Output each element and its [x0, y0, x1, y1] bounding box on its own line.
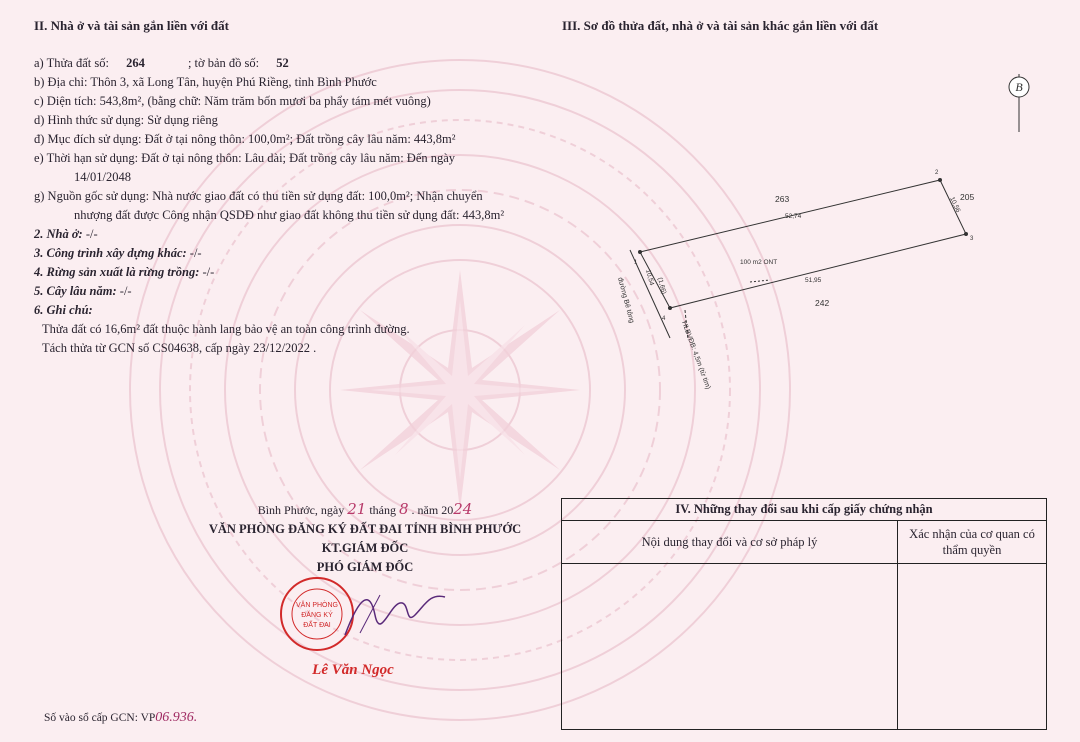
note-line-1: Thửa đất có 16,6m² đất thuộc hành lang bảo vệ an toàn công trình đường. [42, 322, 410, 336]
note-heading [34, 301, 534, 320]
neighbor-205: 205 [960, 192, 975, 202]
zone-label: 100 m2 ONT [740, 259, 778, 266]
svg-text:ĐẤT ĐAI: ĐẤT ĐAI [303, 622, 331, 629]
sign-year: 24 [453, 500, 473, 518]
construction-value: -/- [186, 246, 202, 260]
length-right: 10,56 [948, 195, 962, 214]
b-badge-icon [1006, 74, 1032, 132]
area-line: c) Diện tích: 543,8m², (bằng chữ: Năm trăm bốn mươi ba phẩy tám mét vuông) [34, 94, 431, 108]
registry-prefix: VP [140, 712, 156, 724]
sign-place: Bình Phước, ngày [257, 503, 345, 517]
registry-value: 06.936. [155, 710, 198, 725]
svg-text:VĂN PHÒNG: VĂN PHÒNG [295, 602, 339, 609]
section-iii-title: III. Sơ đồ thửa đất, nhà ở và tài sản khác gắn liền với đất [562, 18, 879, 33]
usage-term-date: 14/01/2048 [74, 170, 131, 184]
land-info [34, 54, 534, 358]
signature-icon [340, 585, 450, 645]
road-label: đường Bê tông [616, 276, 636, 324]
usage-term-line: e) Thời hạn sử dụng: Đất ở tại nông thôn: Lâu dài; Đất trồng cây lâu năm: Đến ngày [34, 151, 456, 165]
kt-director: KT.GIÁM ĐỐC [321, 541, 409, 555]
parcel-line [34, 54, 534, 73]
signer-name: Lê Văn Ngọc [312, 662, 394, 678]
parcel-outline [640, 180, 966, 308]
changes-header-row [562, 521, 1046, 564]
signing-block [180, 500, 550, 577]
sign-month: 8 [398, 500, 409, 518]
deputy-director: PHÓ GIÁM ĐỐC [316, 560, 414, 574]
point-3: 3 [970, 236, 974, 242]
sign-month-label: tháng [369, 503, 396, 517]
note-line-2: Tách thửa từ GCN số CS04638, cấp ngày 23/12/2022 . [42, 341, 317, 355]
svg-text:ĐĂNG KÝ: ĐĂNG KÝ [301, 612, 333, 619]
parcel-label: a) Thửa đất số: [34, 56, 109, 70]
neighbor-242: 242 [815, 298, 830, 308]
corridor-label: HLBVĐB: 4,5m (từ tim) [680, 320, 712, 391]
house-value: -/- [82, 227, 98, 241]
usage-purpose-line: đ) Mục đích sử dụng: Đất ở tại nông thôn: 100,0m²; Đất trồng cây lâu năm: 443,8m² [34, 132, 456, 146]
house-line [34, 225, 534, 244]
length-top: 52,74 [785, 213, 802, 220]
section-ii-title: II. Nhà ở và tài sản gắn liền với đất [34, 18, 229, 33]
parcel-plan-diagram [600, 160, 1020, 420]
changes-table [561, 498, 1047, 730]
origin-line-2: nhượng đất được Công nhận QSDĐ như giao đất không thu tiền sử dụng đất: 443,8m² [74, 208, 505, 222]
forest-line [34, 263, 534, 282]
perennial-line [34, 282, 534, 301]
sign-day: 21 [347, 500, 367, 518]
inner-length: (1,66) [656, 276, 668, 295]
changes-col-confirmation: Xác nhận của cơ quan có thẩm quyền [909, 527, 1035, 557]
parcel-number: 264 [126, 56, 145, 70]
point-1: 1 [634, 260, 638, 266]
house-label: 2. Nhà ở: [34, 227, 83, 241]
construction-line [34, 244, 534, 263]
map-sheet-number: 52 [276, 56, 289, 70]
length-left: 10,54 [644, 268, 656, 287]
length-bottom: 51,95 [805, 277, 822, 284]
forest-value: -/- [199, 265, 215, 279]
changes-title: IV. Những thay đổi sau khi cấp giấy chứng nhận [562, 499, 1046, 521]
registry-label: Số vào sổ cấp GCN: [44, 712, 138, 724]
perennial-value: -/- [116, 284, 132, 298]
office-name: VĂN PHÒNG ĐĂNG KÝ ĐẤT ĐAI TỈNH BÌNH PHƯỚC [208, 522, 522, 536]
registry-number [44, 710, 197, 726]
sign-year-label: . năm 20 [411, 503, 454, 517]
changes-content-cell [562, 564, 898, 729]
origin-line: g) Nguồn gốc sử dụng: Nhà nước giao đất có thu tiền sử dụng đất: 100,0m²; Nhận chuyển [34, 189, 483, 203]
construction-label: 3. Công trình xây dựng khác: [34, 246, 187, 260]
sign-date [180, 500, 550, 520]
map-sheet-label: ; tờ bản đồ số: [187, 56, 260, 70]
svg-text:B: B [1015, 80, 1023, 94]
point-2: 2 [935, 170, 939, 176]
point-4: 4 [662, 316, 666, 322]
note-label: 6. Ghi chú: [34, 303, 93, 317]
usage-form-line: d) Hình thức sử dụng: Sử dụng riêng [34, 113, 218, 127]
neighbor-263: 263 [775, 194, 790, 204]
perennial-label: 5. Cây lâu năm: [34, 284, 117, 298]
address-line: b) Địa chỉ: Thôn 3, xã Long Tân, huyện Phú Riềng, tỉnh Bình Phước [34, 75, 377, 89]
changes-body [562, 564, 1046, 729]
changes-col-content: Nội dung thay đổi và cơ sở pháp lý [562, 521, 898, 563]
forest-label: 4. Rừng sản xuất là rừng trồng: [34, 265, 200, 279]
